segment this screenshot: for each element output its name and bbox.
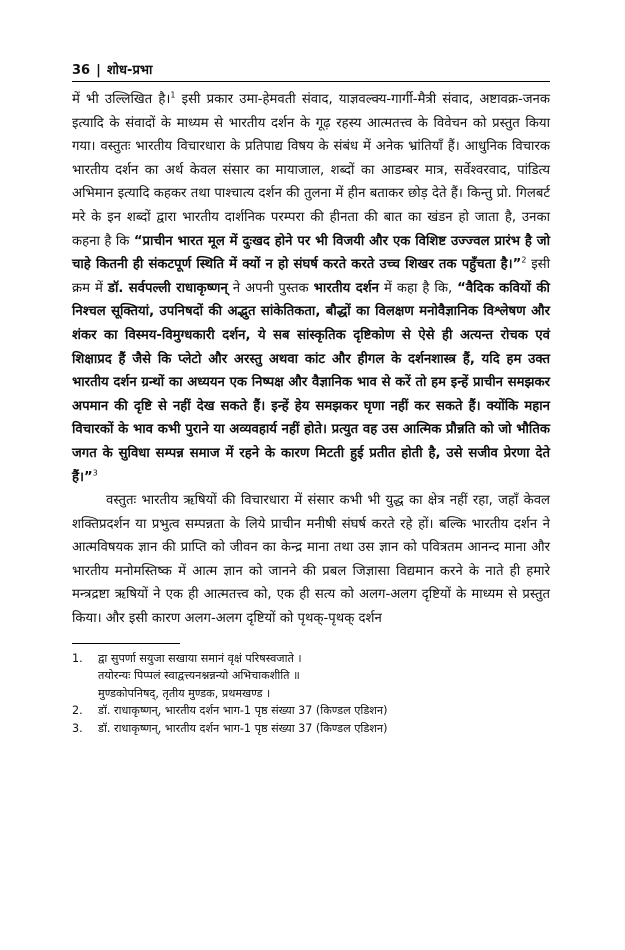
footnote-line: मुण्डकोपनिषद्, तृतीय मुण्डक, प्रथमखण्ड । bbox=[98, 686, 271, 700]
running-title: शोध-प्रभा bbox=[106, 63, 153, 78]
footnote-3 bbox=[72, 720, 550, 738]
text-segment: ने अपनी पुस्तक bbox=[227, 280, 314, 296]
page-header bbox=[72, 60, 550, 82]
footnote-line: डॉ. राधाकृष्णन्, भारतीय दर्शन भाग-1 पृष्ठ संख्या 37 (किण्डल एडिशन) bbox=[98, 722, 388, 736]
text-segment: में भी उल्लिखित है। bbox=[72, 92, 171, 107]
footnote-line: तयोरन्यः पिप्पलं स्वाद्वत्त्यनश्नन्नन्यो अभिचाकशीति ॥ bbox=[98, 669, 300, 683]
footnote-1 bbox=[72, 650, 550, 703]
text-segment: में कहा है कि, bbox=[379, 280, 453, 296]
footnote-ref-1: 1 bbox=[170, 90, 176, 100]
footnote-divider bbox=[72, 643, 180, 644]
footnote-line: द्वा सुपर्णा सयुजा सखाया समानं वृक्षं परिषस्वजाते । bbox=[98, 651, 302, 665]
header-separator: | bbox=[96, 63, 101, 78]
paragraph-1 bbox=[72, 88, 550, 489]
text-segment: इसी प्रकार उमा-हेमवती संवाद, याज्ञवल्क्य-गार्गी-मैत्री संवाद, अष्टावक्र-जनक इत्यादि के संवादों के माध्यम से भारतीय दर्शन के गूढ़ रहस्य आत्मतत्त्व के विवेचन को प्रस्तुत किया गया। वस्तुतः भारतीय विचारधारा के प्रतिपाद्य विषय के संबंध में अनेक भ्रांतियाँ हैं। आधुनिक विचारक भारतीय दर्शन का अर्थ केवल संसार का मायाजाल, शब्दों का आडम्बर मात्र, सर्वेश्वरवाद, पांडित्य अभिमान इत्यादि कहकर तथा पाश्चात्य दर्शन की तुलना में हीन बताकर छोड़ देते हैं। किन्तु प्रो. गिलबर्ट मरे के इन शब्दों द्वारा भारतीय दार्शनिक परम्परा की हीनता की बात का खंडन हो जाता है, उनका कहना है कि bbox=[72, 92, 550, 249]
author-name: डॉ. सर्वपल्ली राधाकृष्णन् bbox=[107, 280, 228, 296]
quote-gilbert-murray: “प्राचीन भारत मूल में दुःखद होने पर भी विजयी और एक विशिष्ट उज्ज्वल प्रारंभ है जो चाहे कितनी ही संकटपूर्ण स्थिति में क्यों न हो संघर्ष करते करते उच्च शिखर तक पहुँचता है।” bbox=[72, 233, 550, 273]
footnote-number: 2. bbox=[72, 704, 83, 718]
text-segment: इसी क्रम में bbox=[72, 257, 551, 296]
body-text bbox=[72, 88, 550, 631]
footnote-line: डॉ. राधाकृष्णन्, भारतीय दर्शन भाग-1 पृष्ठ संख्या 37 (किण्डल एडिशन) bbox=[98, 704, 388, 718]
footnote-number: 1. bbox=[72, 651, 83, 665]
document-page bbox=[72, 60, 550, 738]
footnotes bbox=[72, 650, 550, 738]
book-title: भारतीय दर्शन bbox=[313, 280, 379, 296]
paragraph-2: वस्तुतः भारतीय ऋषियों की विचारधारा में संसार कभी भी युद्ध का क्षेत्र नहीं रहा, जहाँ केवल शक्तिप्रदर्शन या प्रभुत्व सम्पन्नता के लिये प्राचीन मनीषी संघर्ष करते रहे हों। बल्कि भारतीय दर्शन ने आत्मविषयक ज्ञान की प्राप्ति को जीवन का केन्द्र माना तथा उस ज्ञान को पवित्रतम आनन्द माना और भारतीय मनोमस्तिष्क में आत्म ज्ञान को जानने की प्रबल जिज्ञासा विद्यमान करने के नाते ही हमारे मन्त्रद्रष्टा ऋषियों ने एक ही आत्मतत्त्व को, एक ही सत्य को अलग-अलग दृष्टियों के माध्यम से प्रस्तुत किया। और इसी कारण अलग-अलग दृष्टियों को पृथक्-पृथक् दर्शन bbox=[72, 493, 550, 627]
footnote-number: 3. bbox=[72, 722, 83, 736]
footnote-2 bbox=[72, 702, 550, 720]
footnote-ref-2: 2 bbox=[521, 255, 527, 265]
footnote-ref-3: 3 bbox=[92, 468, 98, 478]
page-number: 36 bbox=[72, 63, 91, 78]
quote-radhakrishnan: “वैदिक कवियों की निश्चल सूक्तियां, उपनिषदों की अद्भुत सांकेतिकता, बौद्धों का विलक्षण मनोवैज्ञानिक विश्लेषण और शंकर का विस्मय-विमुग्धकारी दर्शन, ये सब सांस्कृतिक दृष्टिकोण से ऐसे ही अत्यन्त रोचक एवं शिक्षाप्रद हैं जैसे कि प्लेटो और अरस्तु अथवा कांट और हीगल के दर्शनशास्त्र हैं, यदि हम उक्त भारतीय दर्शन ग्रन्थों का अध्ययन एक निष्पक्ष और वैज्ञानिक भाव से करें तो हम इन्हें प्राचीन समझकर अपमान की दृष्टि से नहीं देख सकते हैं। इन्हें हेय समझकर घृणा नहीं कर सकते हैं। क्योंकि महान विचारकों के भाव कभी पुराने या अव्यवहार्य नहीं होते। प्रत्युत वह उस आत्मिक प्रौन्नति को जो भौतिक जगत के सुविधा सम्पन्न समाज में रहने के कारण मिटती हुई प्रतीत होती है, उसे सजीव प्रेरणा देते हैं।” bbox=[72, 280, 550, 485]
